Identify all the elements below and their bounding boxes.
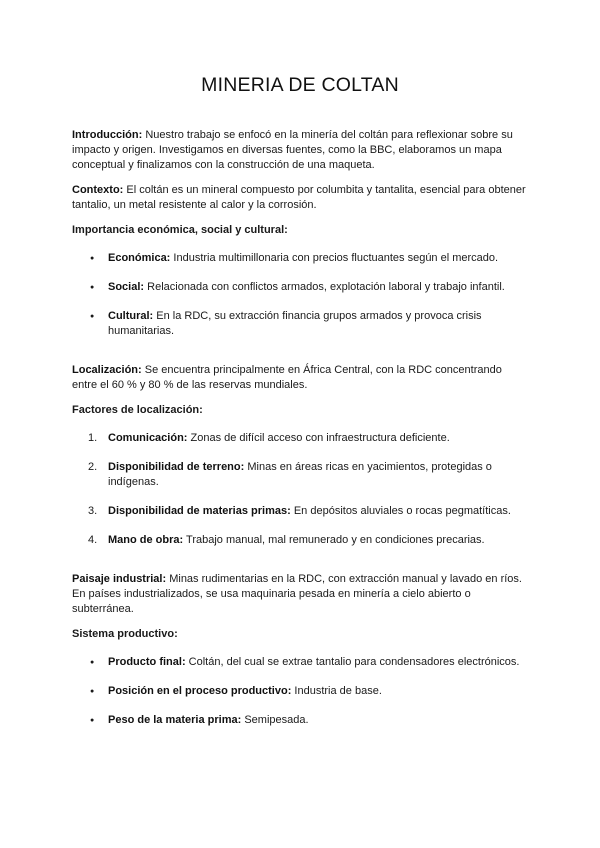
landscape-text: Minas rudimentarias en la RDC, con extracción manual y lavado en ríos. En países industrializados, se usa maquinaria pesada en minería a cielo abierto o subterránea. — [72, 573, 522, 615]
list-item-label: Posición en el proceso productivo: — [108, 685, 292, 697]
list-number: 4. — [88, 534, 98, 546]
list-item — [72, 309, 528, 339]
list-item — [72, 280, 528, 295]
list-item-label: Disponibilidad de terreno: — [108, 461, 245, 473]
list-item — [72, 431, 528, 446]
list-item-label: Producto final: — [108, 656, 186, 668]
list-item-label: Económica: — [108, 252, 171, 264]
list-number: 1. — [88, 432, 98, 444]
list-item — [72, 251, 528, 266]
intro-label: Introducción: — [72, 129, 143, 141]
list-item-label: Peso de la materia prima: — [108, 714, 242, 726]
list-item — [72, 655, 528, 670]
page-title: MINERIA DE COLTAN — [201, 74, 399, 96]
location-paragraph — [72, 363, 528, 393]
list-item-label: Disponibilidad de materias primas: — [108, 505, 291, 517]
context-text: El coltán es un mineral compuesto por columbita y tantalita, esencial para obtener tantalio, un metal resistente al calor y la corrosión. — [72, 184, 526, 211]
list-item-text: Minas en áreas ricas en yacimientos, protegidas o indígenas. — [108, 461, 492, 488]
list-item — [72, 460, 528, 490]
location-label: Localización: — [72, 364, 142, 376]
list-number: 3. — [88, 505, 98, 517]
list-item-label: Cultural: — [108, 310, 154, 322]
list-number: 2. — [88, 461, 98, 473]
list-item-label: Comunicación: — [108, 432, 188, 444]
system-heading: Sistema productivo: — [72, 628, 178, 640]
landscape-paragraph — [72, 572, 528, 617]
context-paragraph — [72, 183, 528, 213]
list-item-label: Social: — [108, 281, 145, 293]
factors-heading: Factores de localización: — [72, 404, 203, 416]
intro-text: Nuestro trabajo se enfocó en la minería del coltán para reflexionar sobre su impacto y origen. Investigamos en diversas fuentes, como la BBC, elaboramos un mapa conceptual y finalizamos con la construcción de una maqueta. — [72, 129, 513, 171]
list-item-text: Relacionada con conflictos armados, explotación laboral y trabajo infantil. — [144, 281, 505, 293]
list-item-text: Semipesada. — [241, 714, 309, 726]
list-item-text: Industria de base. — [291, 685, 382, 697]
importance-heading: Importancia económica, social y cultural: — [72, 224, 288, 236]
list-item — [72, 684, 528, 699]
list-item-text: Zonas de difícil acceso con infraestructura deficiente. — [187, 432, 450, 444]
list-item — [72, 533, 528, 548]
list-item-text: Coltán, del cual se extrae tantalio para condensadores electrónicos. — [185, 656, 520, 668]
system-list — [72, 655, 528, 728]
importance-list — [72, 251, 528, 339]
list-item-text: En la RDC, su extracción financia grupos armados y provoca crisis humanitarias. — [108, 310, 482, 337]
location-text: Se encuentra principalmente en África Central, con la RDC concentrando entre el 60 % y 80 % de las reservas mundiales. — [72, 364, 502, 391]
list-item-text: Industria multimillonaria con precios fluctuantes según el mercado. — [170, 252, 499, 264]
list-item-text: En depósitos aluviales o rocas pegmatíticas. — [290, 505, 511, 517]
context-label: Contexto: — [72, 184, 124, 196]
landscape-label: Paisaje industrial: — [72, 573, 167, 585]
list-item-text: Trabajo manual, mal remunerado y en condiciones precarias. — [183, 534, 485, 546]
list-item — [72, 713, 528, 728]
list-item — [72, 504, 528, 519]
list-item-label: Mano de obra: — [108, 534, 184, 546]
intro-paragraph — [72, 128, 528, 173]
factors-list — [72, 431, 528, 548]
